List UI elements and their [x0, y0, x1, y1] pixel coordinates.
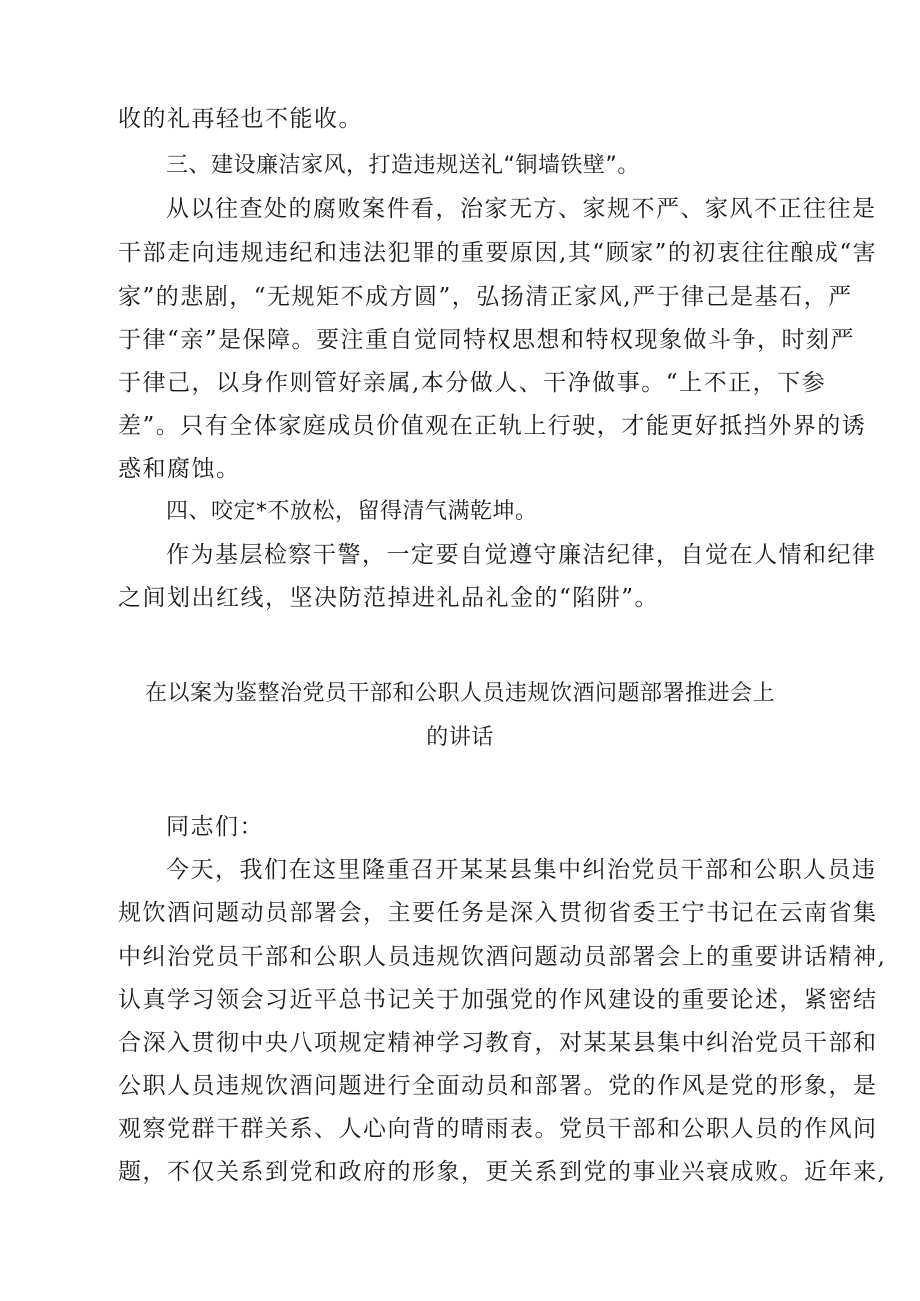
- section-3-paragraph-line: 干部走向违规违纪和违法犯罪的重要原因,其“顾家”的初衷往往酿成“害: [118, 240, 878, 266]
- closing-line: 收的礼再轻也不能收。: [118, 106, 363, 132]
- speech-paragraph-line: 题，不仅关系到党和政府的形象，更关系到党的事业兴衰成败。近年来,: [118, 1159, 887, 1185]
- section-4-paragraph-line: 之间划出红线，坚决防范掉进礼品礼金的“陷阱”。: [118, 585, 660, 611]
- section-3-paragraph-line: 惑和腐蚀。: [118, 456, 241, 482]
- speech-paragraph-line: 公职人员违规饮酒问题进行全面动员和部署。党的作风是党的形象，是: [118, 1073, 878, 1099]
- speech-paragraph-line: 认真学习领会习近平总书记关于加强党的作风建设的重要论述，紧密结: [118, 987, 878, 1013]
- speech-paragraph-line: 中纠治党员干部和公职人员违规饮酒问题动员部署会上的重要讲话精神,: [118, 944, 887, 970]
- speech-paragraph-line: 规饮酒问题动员部署会，主要任务是深入贯彻省委王宁书记在云南省集: [118, 900, 878, 926]
- section-3-heading: 三、建设廉洁家风，打造违规送礼“铜墙铁壁”。: [166, 153, 640, 178]
- section-3-paragraph-line: 从以往查处的腐败案件看，治家无方、家规不严、家风不正往往是: [166, 196, 877, 222]
- section-3-paragraph-line: 于律己，以身作则管好亲属,本分做人、干净做事。“上不正，下参: [118, 370, 827, 396]
- section-3-paragraph-line: 差”。只有全体家庭成员价值观在正轨上行驶，才能更好抵挡外界的诱: [118, 413, 867, 439]
- speech-salutation: 同志们：: [166, 814, 264, 840]
- section-4-paragraph-line: 作为基层检察干警，一定要自觉遵守廉洁纪律，自觉在人情和纪律: [166, 542, 877, 568]
- speech-paragraph-line: 今天，我们在这里隆重召开某某县集中纠治党员干部和公职人员违: [166, 857, 877, 883]
- speech-paragraph-line: 合深入贯彻中央八项规定精神学习教育，对某某县集中纠治党员干部和: [118, 1030, 878, 1056]
- section-3-paragraph-line: 于律“亲”是保障。要注重自觉同特权思想和特权现象做斗争，时刻严: [118, 327, 856, 353]
- section-4-heading: 四、咬定*不放松，留得清气满乾坤。: [166, 499, 538, 524]
- section-3-paragraph-line: 家”的悲剧，“无规矩不成方圆”，弘扬清正家风,严于律己是基石，严: [118, 284, 853, 310]
- speech-title-line-1: 在以案为鉴整治党员干部和公职人员违规饮酒问题部署推进会上: [144, 681, 775, 706]
- speech-title-line-2: 的讲话: [426, 725, 494, 750]
- speech-paragraph-line: 观察党群干群关系、人心向背的晴雨表。党员干部和公职人员的作风问: [118, 1116, 878, 1142]
